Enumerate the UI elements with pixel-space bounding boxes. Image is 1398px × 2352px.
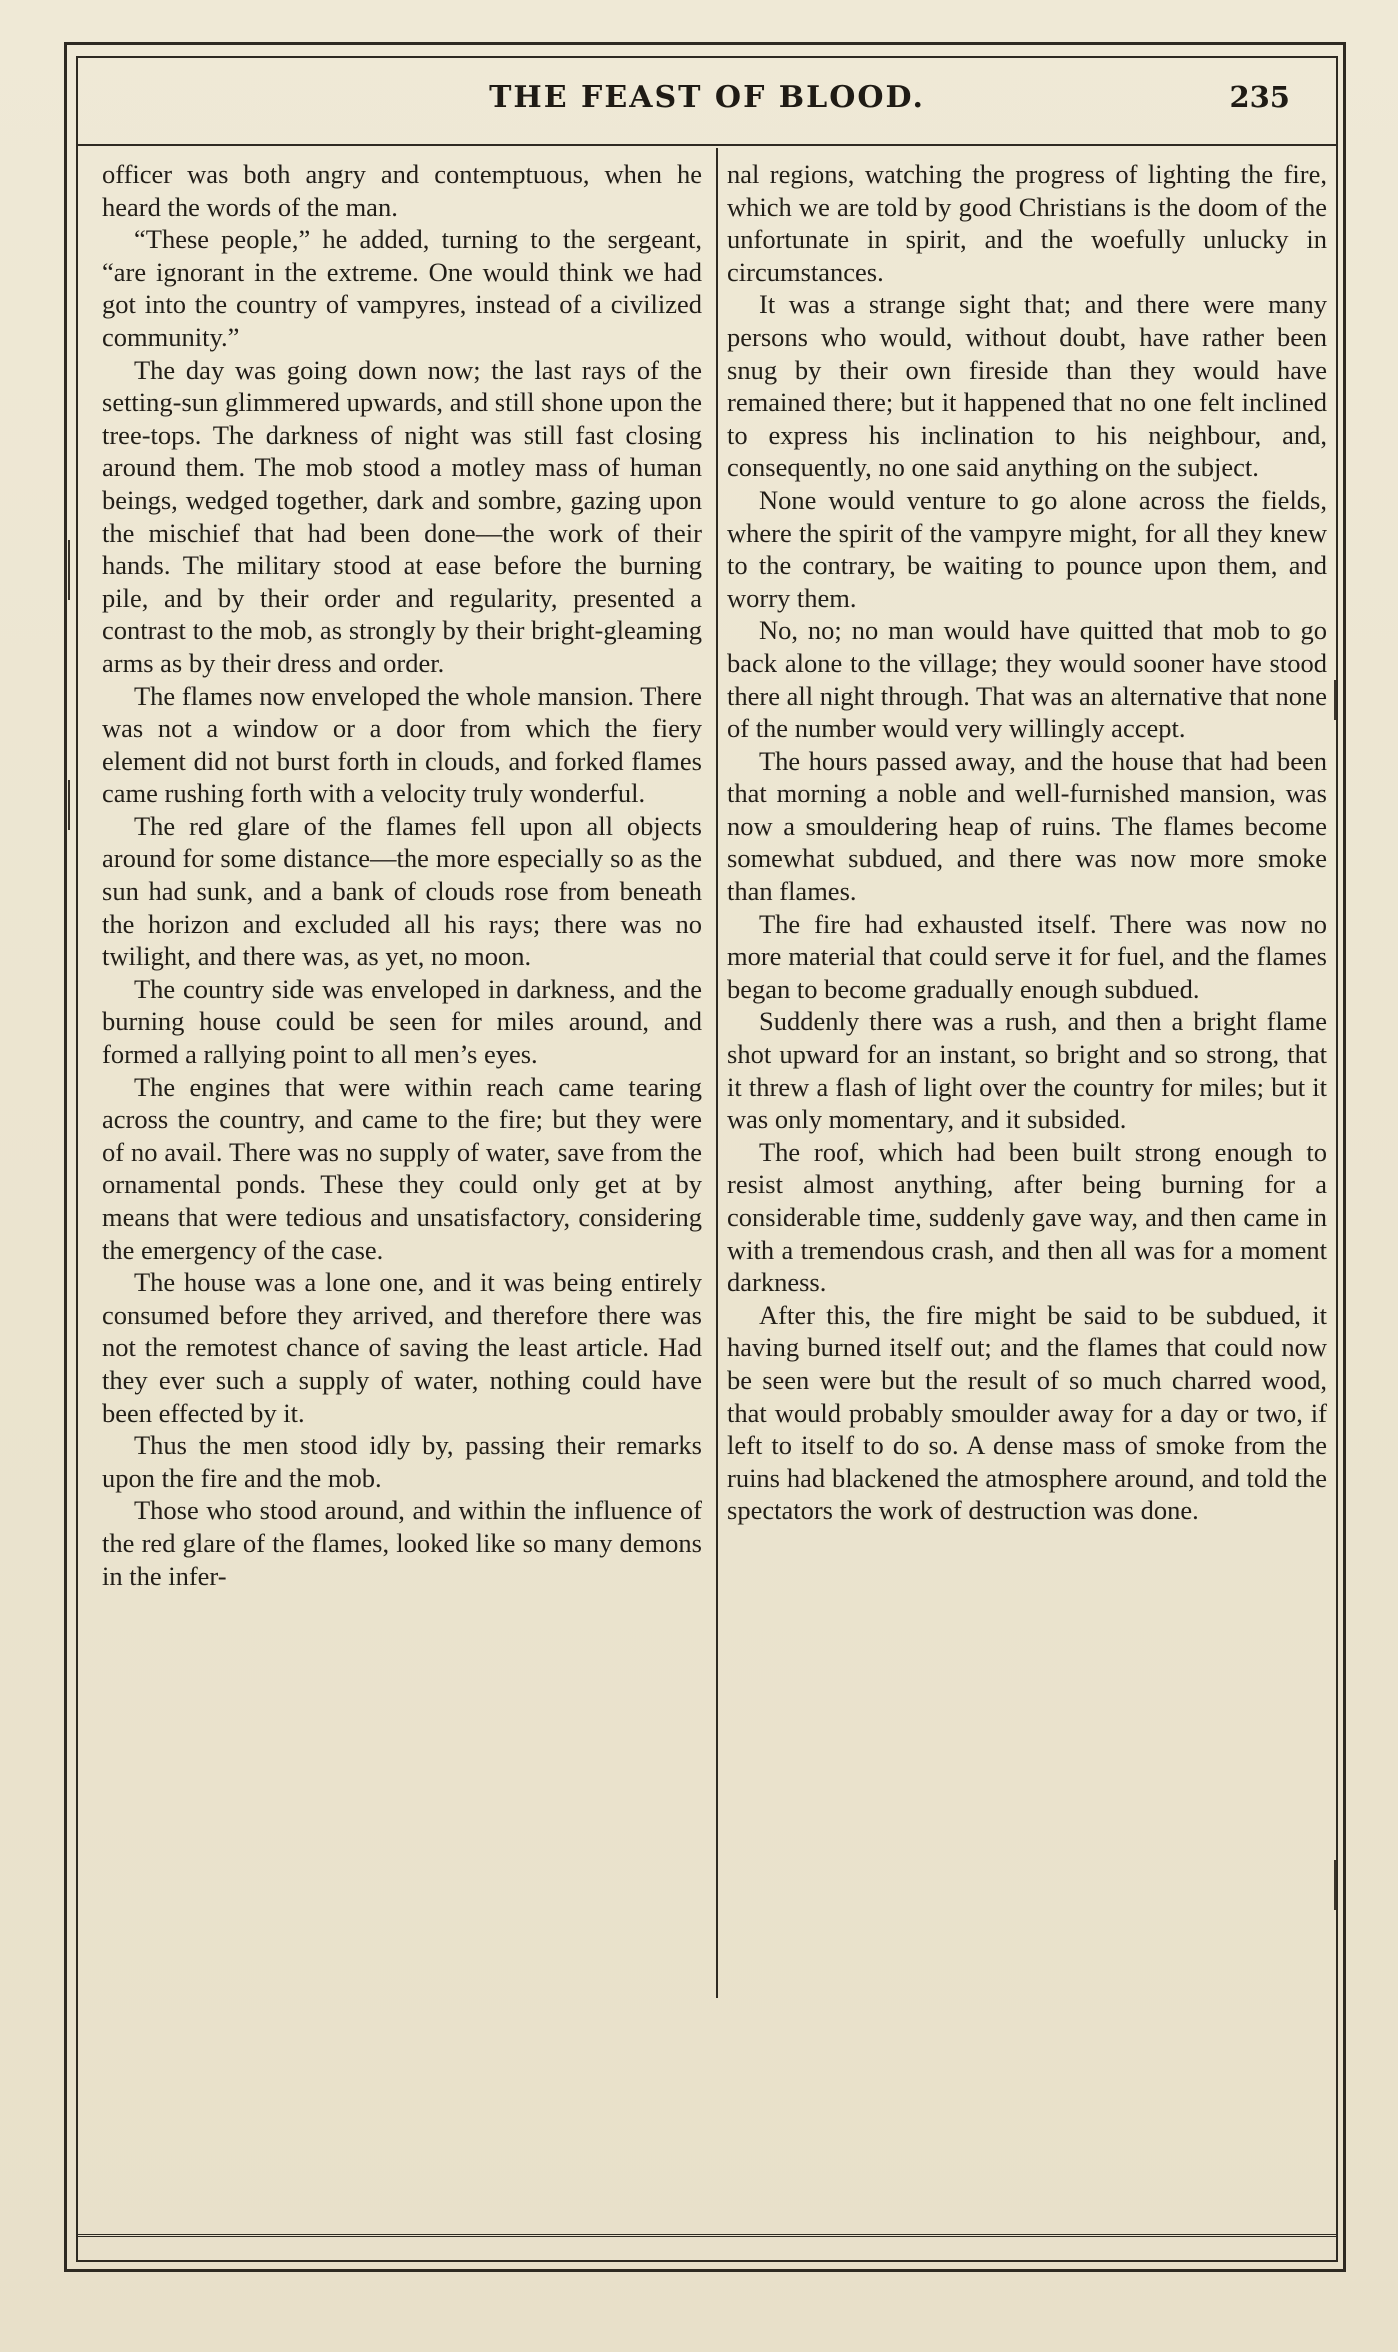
margin-mark [1334, 1860, 1336, 1910]
paragraph: The fire had exhausted itself. There was now no more material that could serve it for fuel, and the flames began to become gradually enough subdued. [727, 908, 1327, 1004]
running-title: THE FEAST OF BLOOD. [489, 80, 925, 115]
paragraph: The flames now enveloped the whole mansion. There was not a window or a door from which the fiery element did not burst forth in clouds, and forked flames came rushing forth with a velocity truly wonderful. [102, 680, 702, 809]
bottom-rule [76, 2234, 1338, 2237]
paragraph: Those who stood around, and within the influence of the red glare of the flames, looked like so many demons in the infer- [102, 1495, 702, 1591]
paragraph: “These people,” he added, turning to the sergeant, “are ignorant in the extreme. One would think we had got into the country of vampyres, instead of a civilized community.” [102, 224, 702, 352]
paragraph: The engines that were within reach came tearing across the country, and came to the fire; but they were of no avail. There was no supply of water, save from the ornamental ponds. These they could only get at by means that were tedious and unsatisfactory, considering the emergency of the case. [102, 1071, 702, 1265]
paragraph: officer was both angry and contemptuous, when he heard the words of the man. [102, 159, 702, 222]
margin-mark [68, 780, 70, 830]
paragraph: No, no; no man would have quitted that mob to go back alone to the village; they would sooner have stood there all night through. That was an alternative that none of the number would very willingly accept. [727, 615, 1327, 744]
margin-mark [1334, 680, 1336, 720]
paragraph: nal regions, watching the progress of lighting the fire, which we are told by good Christians is the doom of the unfortunate in spirit, and the woefully unlucky in circumstances. [727, 159, 1327, 287]
left-column [102, 158, 702, 1592]
paragraph: The hours passed away, and the house that had been that morning a noble and well-furnished mansion, was now a smouldering heap of ruins. The flames become somewhat subdued, and there was now more smoke than flames. [727, 745, 1327, 907]
paragraph: The red glare of the flames fell upon all objects around for some distance—the more especially so as the sun had sunk, and a bank of clouds rose from beneath the horizon and excluded all his rays; there was no twilight, and there was, as yet, no moon. [102, 810, 702, 972]
right-column [727, 158, 1327, 1527]
paragraph: It was a strange sight that; and there were many persons who would, without doubt, have rather been snug by their own fireside than they would have remained there; but it happened that no one felt inclined to express his inclination to his neighbour, and, consequently, no one said anything on the subject. [727, 289, 1327, 483]
paragraph: Thus the men stood idly by, passing their remarks upon the fire and the mob. [102, 1430, 702, 1493]
header-rule [76, 144, 1338, 146]
paragraph: The day was going down now; the last rays of the setting-sun glimmered upwards, and still shone upon the tree-tops. The darkness of night was still fast closing around them. The mob stood a motley mass of human beings, wedged together, dark and sombre, gazing upon the mischief that had been done—the work of their hands. The military stood at ease before the burning pile, and by their order and regularity, presented a contrast to the mob, as strongly by their bright-gleaming arms as by their dress and order. [102, 354, 702, 678]
page-number: 235 [1229, 80, 1290, 114]
margin-mark [68, 540, 70, 600]
paragraph: After this, the fire might be said to be subdued, it having burned itself out; and the flames that could now be seen were but the result of so much charred wood, that would probably smoulder away for a day or two, if left to itself to do so. A dense mass of smoke from the ruins had blackened the atmosphere around, and told the spectators the work of destruction was done. [727, 1299, 1327, 1526]
column-divider [716, 148, 718, 1998]
page-header [76, 80, 1338, 130]
paragraph: The country side was enveloped in darkness, and the burning house could be seen for miles around, and formed a rallying point to all men’s eyes. [102, 973, 702, 1070]
paragraph: Suddenly there was a rush, and then a bright flame shot upward for an instant, so bright and so strong, that it threw a flash of light over the country for miles; but it was only momentary, and it subsided. [727, 1006, 1327, 1135]
paragraph: The roof, which had been built strong enough to resist almost anything, after being burning for a considerable time, suddenly gave way, and then came in with a tremendous crash, and then all was for a moment darkness. [727, 1136, 1327, 1298]
paragraph: None would venture to go alone across the fields, where the spirit of the vampyre might, for all they knew to the contrary, be waiting to pounce upon them, and worry them. [727, 484, 1327, 613]
paragraph: The house was a lone one, and it was being entirely consumed before they arrived, and therefore there was not the remotest chance of saving the least article. Had they ever such a supply of water, nothing could have been effected by it. [102, 1267, 702, 1428]
